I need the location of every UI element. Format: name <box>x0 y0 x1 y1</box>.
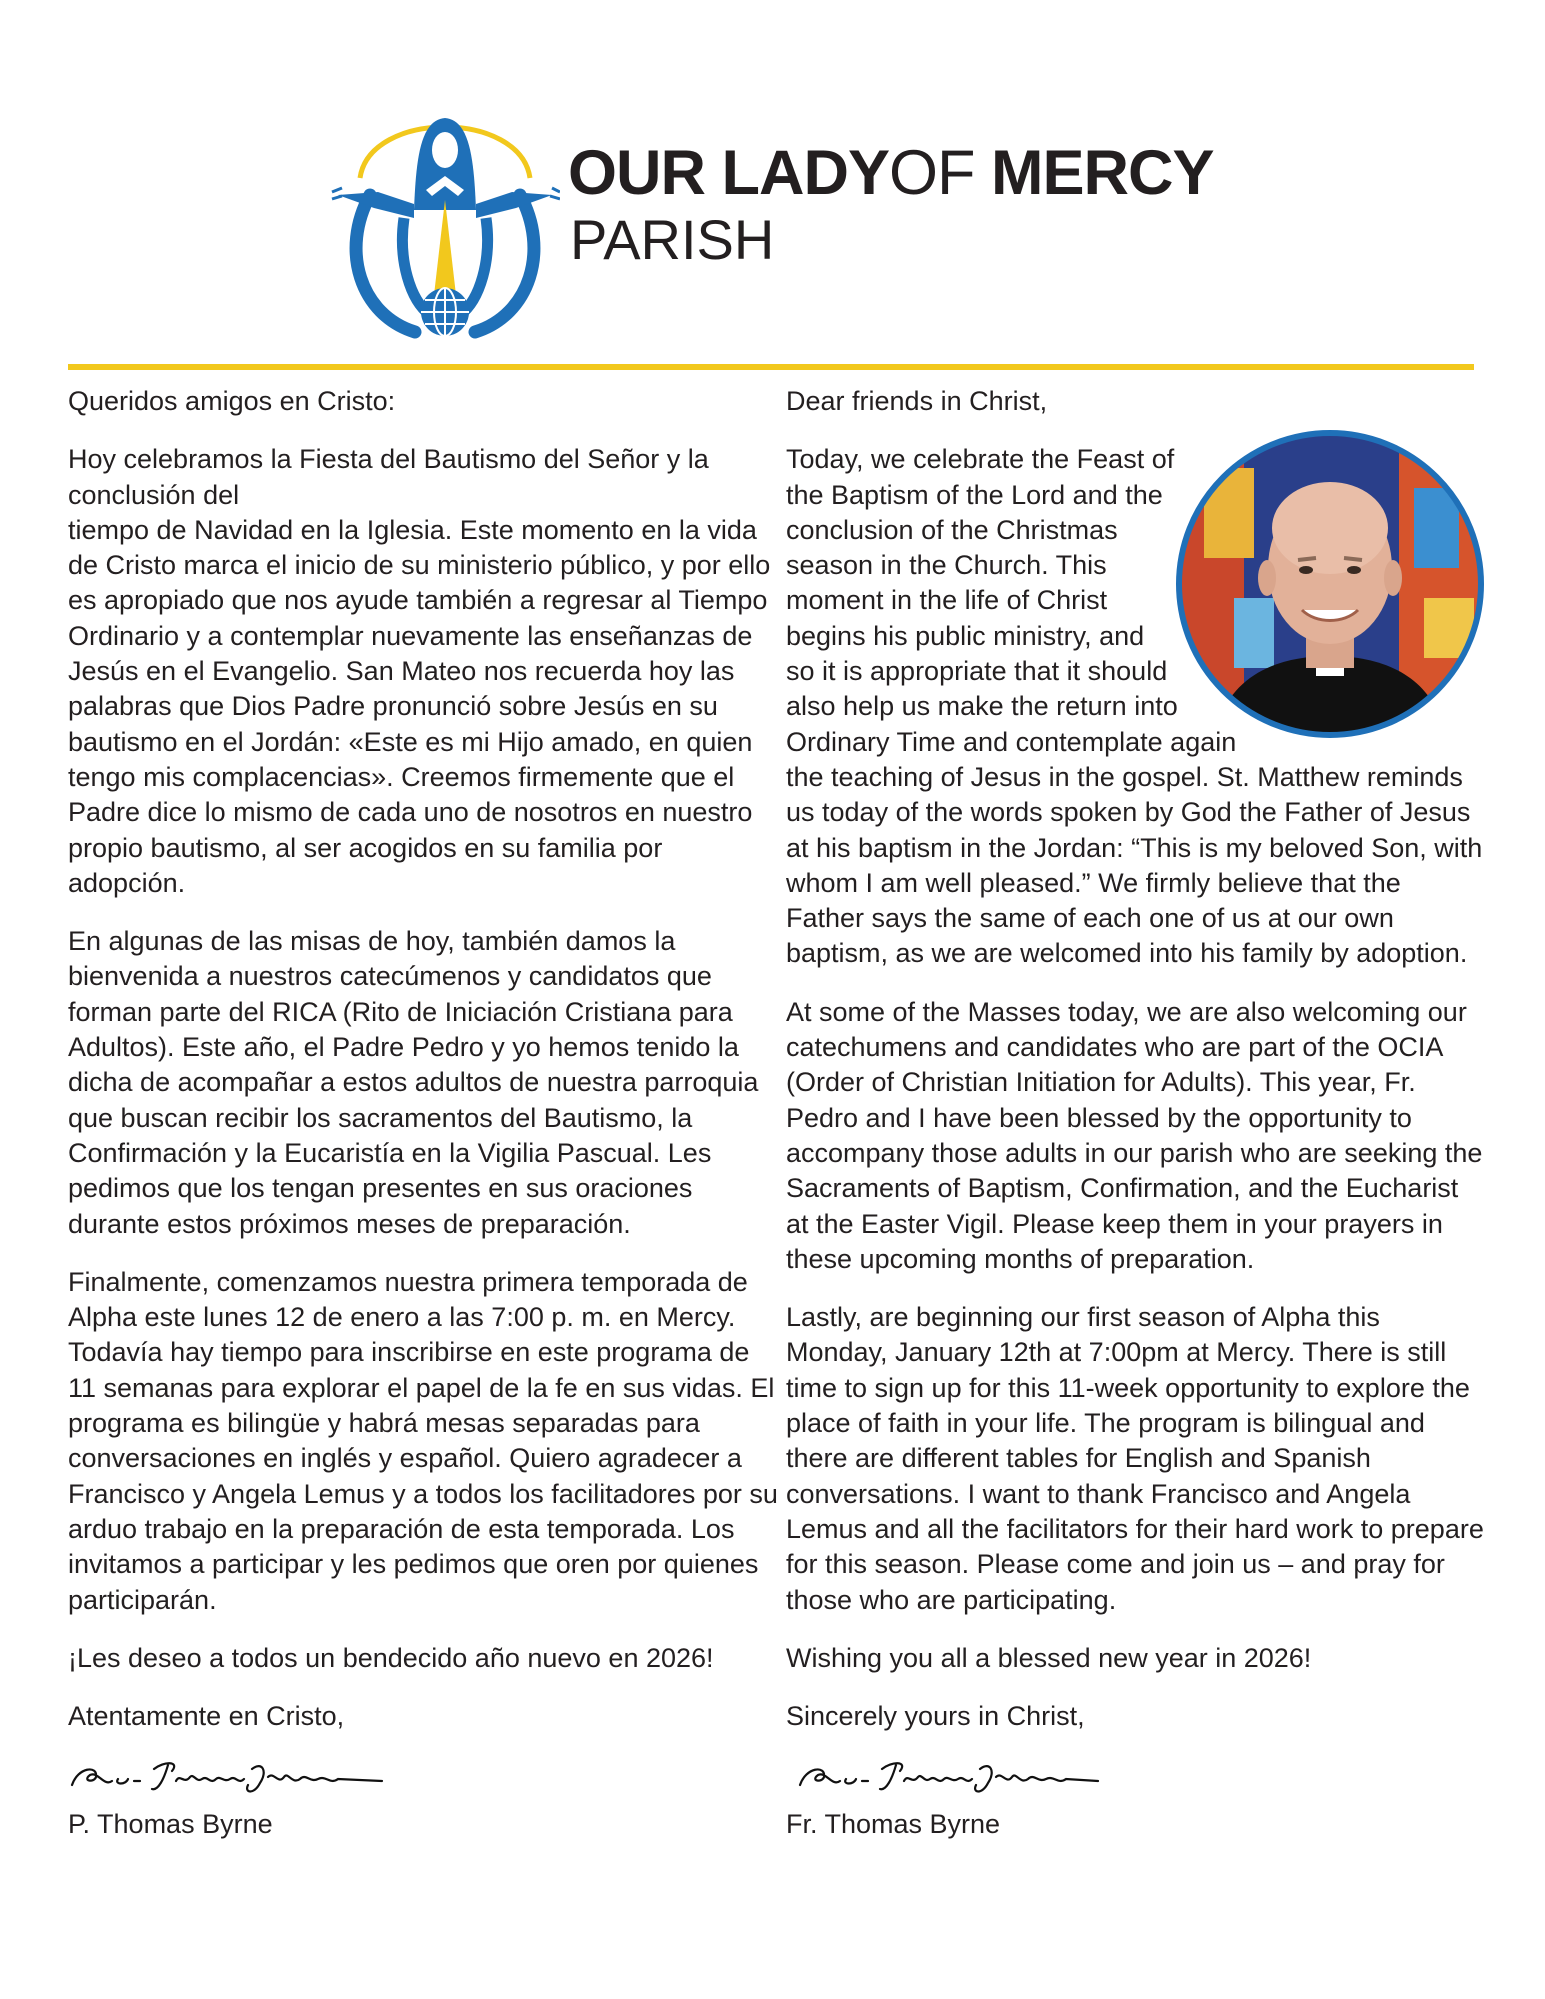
signer-name-en: Fr. Thomas Byrne <box>786 1809 1001 1840</box>
brand-our: OUR <box>568 138 705 208</box>
parish-name-line1 <box>568 140 1214 206</box>
spanish-letter-column <box>68 384 780 1866</box>
paragraph-es-4: ¡Les deseo a todos un bendecido año nuevo en 2026! <box>68 1642 714 1673</box>
paragraph-en-2: At some of the Masses today, we are also welcoming our catechumens and candidates who are part of the OCIA (Order of Christian Initiation for Adults). This year, Fr. Pedro and I have been blessed by the opportunity to accompany those adults in our parish who are seeking the Sacraments of Baptism, Confirmation, and the Eucharist at the Easter Vigil. Please keep them in your prayers in these upcoming months of preparation. <box>786 996 1483 1274</box>
paragraph-es-1b: tiempo de Navidad en la Iglesia. Este momento en la vida de Cristo marca el inicio de su ministerio público, y por ello es apropiado que nos ayude también a regresar al Tiempo Ordinario y a contemplar nuevamente las enseñanzas de Jesús en el Evangelio. San Mateo nos recuerda hoy las palabras que Dios Padre pronunció sobre Jesús en su bautismo en el Jordán: «Este es mi Hijo amado, en quien tengo mis complacencias». Creemos firmemente que el Padre dice lo mismo de cada uno de nosotros en nuestro propio bautismo, al ser acogidos en su familia por adopción. <box>68 514 771 898</box>
paragraph-es-1a: Hoy celebramos la Fiesta del Bautismo del Señor y la conclusión del <box>68 444 709 510</box>
brand-of: OF <box>889 138 975 208</box>
paragraph-en-1: Today, we celebrate the Feast of the Baptism of the Lord and the conclusion of the Christmas season in the Church. This moment in the life of Christ begins his public ministry, and so it is appropriate that it should also help us make the return into Ordinary Time and contemplate again the teaching of Jesus in the gospel. St. Matthew reminds us today of the words spoken by God the Father of Jesus at his baptism in the Jordan: “This is my beloved Son, with whom I am well pleased.” We firmly believe that the Father says the same of each one of us at our own baptism, as we are welcomed into his family by adoption. <box>786 444 1483 969</box>
signature-icon <box>786 1751 1106 1801</box>
page-header <box>0 0 1545 350</box>
parish-logo-icon <box>330 100 560 340</box>
greeting-es: Queridos amigos en Cristo: <box>68 386 396 416</box>
paragraph-es-3: Finalmente, comenzamos nuestra primera temporada de Alpha este lunes 12 de enero a las 7:00 p. m. en Mercy. Todavía hay tiempo para inscribirse en este programa de 11 semanas para explorar el papel de la fe en sus vidas. El programa es bilingüe y habrá mesas separadas para conversaciones en inglés y español. Quiero agradecer a Francisco y Angela Lemus y a todos los facilitadores por su arduo trabajo en la preparación de esta temporada. Los invitamos a participar y les pedimos que oren por quienes participarán. <box>68 1266 778 1615</box>
signature-es <box>68 1751 780 1801</box>
brand-mercy: MERCY <box>991 138 1214 208</box>
pastor-portrait <box>1174 428 1486 740</box>
parish-name-line2: PARISH <box>570 208 775 271</box>
closing-es: Atentamente en Cristo, <box>68 1701 345 1732</box>
greeting-en: Dear friends in Christ, <box>786 386 1048 416</box>
signature-icon <box>68 1751 388 1801</box>
paragraph-en-4: Wishing you all a blessed new year in 2026! <box>786 1642 1312 1673</box>
paragraph-es-2: En algunas de las misas de hoy, también damos la bienvenida a nuestros catecúmenos y candidatos que forman parte del RICA (Rito de Iniciación Cristiana para Adultos). Este año, el Padre Pedro y yo hemos tenido la dicha de acompañar a estos adultos de nuestra parroquia que buscan recibir los sacramentos del Bautismo, la Confirmación y la Eucaristía en la Vigilia Pascual. Les pedimos que los tengan presentes en sus oraciones durante estos próximos meses de preparación. <box>68 926 759 1239</box>
closing-en: Sincerely yours in Christ, <box>786 1701 1085 1732</box>
paragraph-en-3: Lastly, are beginning our first season of Alpha this Monday, January 12th at 7:00pm at Mercy. There is still time to sign up for this 11-week opportunity to explore the place of faith in your life. The program is bilingual and there are different tables for English and Spanish conversations. I want to thank Francisco and Angela Lemus and all the facilitators for their hard work to prepare for this season. Please come and join us – and pray for those who are participating. <box>786 1302 1484 1615</box>
pastor-photo-icon <box>1174 428 1486 740</box>
signature-en <box>786 1751 1486 1801</box>
paragraph-es-1 <box>68 442 780 901</box>
signer-name-es: P. Thomas Byrne <box>68 1809 273 1840</box>
english-letter-column <box>786 384 1486 1866</box>
header-divider <box>68 364 1474 370</box>
brand-lady: LADY <box>721 138 890 208</box>
